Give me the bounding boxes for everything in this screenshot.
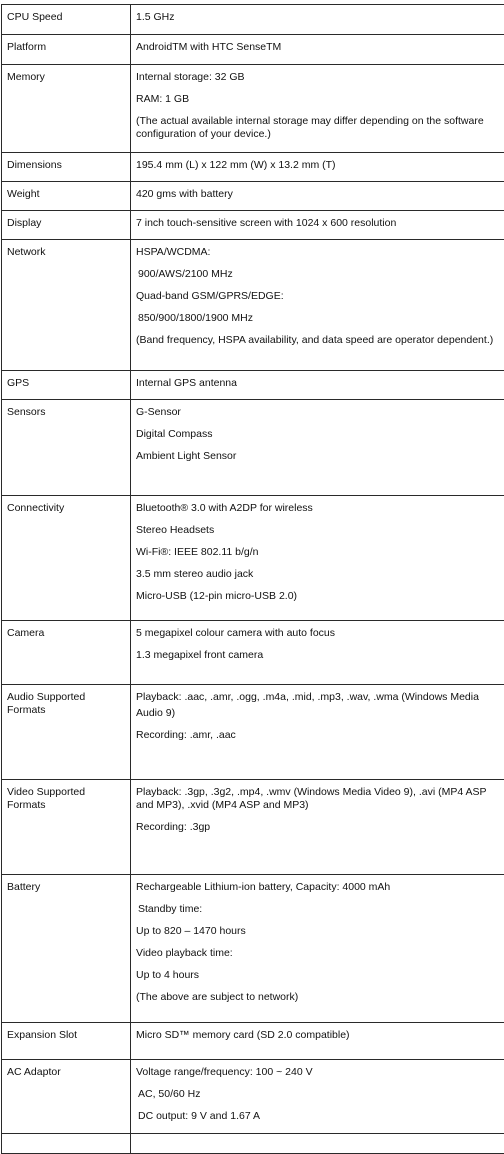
row-value [131, 780, 504, 875]
value-line: Quad-band GSM/GPRS/EDGE: [136, 290, 503, 303]
table-row-network [2, 240, 504, 371]
row-label: Dimensions [2, 153, 131, 182]
row-value [131, 400, 504, 496]
row-label: Camera [2, 621, 131, 685]
row-label: GPS [2, 371, 131, 400]
value-line: 3.5 mm stereo audio jack [136, 568, 503, 581]
table-row-dimensions [2, 153, 504, 182]
value-line: Standby time: [136, 903, 503, 916]
row-value [131, 5, 504, 35]
row-value [131, 1134, 504, 1154]
row-value [131, 371, 504, 400]
value-line: Audio 9) [136, 707, 503, 720]
value-line: 900/AWS/2100 MHz [136, 268, 503, 281]
row-value [131, 875, 504, 1023]
value-line: Internal storage: 32 GB [136, 71, 503, 84]
value-line: RAM: 1 GB [136, 93, 503, 106]
row-value [131, 65, 504, 153]
value-line: Ambient Light Sensor [136, 450, 503, 463]
value-line: Wi-Fi®: IEEE 802.11 b/g/n [136, 546, 503, 559]
spec-table [1, 4, 504, 1154]
table-row-expansion-slot [2, 1023, 504, 1060]
row-value [131, 211, 504, 240]
row-label: Sensors [2, 400, 131, 496]
table-row-empty [2, 1134, 504, 1154]
table-row-gps [2, 371, 504, 400]
row-value [131, 496, 504, 621]
row-label [2, 1134, 131, 1154]
row-label: Platform [2, 35, 131, 65]
value-line: Playback: .aac, .amr, .ogg, .m4a, .mid, .mp3, .wav, .wma (Windows Media [136, 691, 503, 704]
row-value [131, 153, 504, 182]
table-row-weight [2, 182, 504, 211]
value-line: 1.3 megapixel front camera [136, 649, 503, 662]
value-line: Stereo Headsets [136, 524, 503, 537]
spec-table-body [2, 5, 504, 1154]
table-row-cpu-speed [2, 5, 504, 35]
value-line: AC, 50/60 Hz [136, 1088, 503, 1101]
value-line: Micro SD™ memory card (SD 2.0 compatible) [136, 1029, 503, 1042]
row-label: CPU Speed [2, 5, 131, 35]
row-label: AC Adaptor [2, 1060, 131, 1134]
value-line: Micro-USB (12-pin micro-USB 2.0) [136, 590, 503, 603]
value-line: 420 gms with battery [136, 188, 503, 201]
row-label: Network [2, 240, 131, 371]
row-value [131, 1060, 504, 1134]
row-label: Audio Supported Formats [2, 685, 131, 780]
table-row-connectivity [2, 496, 504, 621]
value-line: HSPA/WCDMA: [136, 246, 503, 259]
table-row-video-formats [2, 780, 504, 875]
value-line: AndroidTM with HTC SenseTM [136, 41, 503, 54]
row-label: Connectivity [2, 496, 131, 621]
value-line: Bluetooth® 3.0 with A2DP for wireless [136, 502, 503, 515]
row-value [131, 685, 504, 780]
value-line: Rechargeable Lithium-ion battery, Capacity: 4000 mAh [136, 881, 503, 894]
row-label: Memory [2, 65, 131, 153]
row-value [131, 1023, 504, 1060]
value-line: DC output: 9 V and 1.67 A [136, 1110, 503, 1123]
value-line: (The above are subject to network) [136, 991, 503, 1004]
value-line: 850/900/1800/1900 MHz [136, 312, 503, 325]
table-row-camera [2, 621, 504, 685]
row-label: Expansion Slot [2, 1023, 131, 1060]
value-line: 1.5 GHz [136, 11, 503, 24]
table-row-sensors [2, 400, 504, 496]
value-line: 195.4 mm (L) x 122 mm (W) x 13.2 mm (T) [136, 159, 503, 172]
value-line: Recording: .amr, .aac [136, 729, 503, 742]
row-value [131, 240, 504, 371]
row-value [131, 182, 504, 211]
row-label: Video Supported Formats [2, 780, 131, 875]
row-label: Display [2, 211, 131, 240]
table-row-battery [2, 875, 504, 1023]
row-value [131, 35, 504, 65]
value-line: Video playback time: [136, 947, 503, 960]
row-label: Battery [2, 875, 131, 1023]
table-row-audio-formats [2, 685, 504, 780]
value-line: Up to 4 hours [136, 969, 503, 982]
value-line: Internal GPS antenna [136, 377, 503, 390]
value-line: 5 megapixel colour camera with auto focus [136, 627, 503, 640]
table-row-platform [2, 35, 504, 65]
value-line: Recording: .3gp [136, 821, 503, 834]
value-line: Voltage range/frequency: 100 ~ 240 V [136, 1066, 503, 1079]
value-line: Up to 820 – 1470 hours [136, 925, 503, 938]
table-row-ac-adaptor [2, 1060, 504, 1134]
value-line: 7 inch touch-sensitive screen with 1024 x 600 resolution [136, 217, 503, 230]
value-line: G-Sensor [136, 406, 503, 419]
value-line: Playback: .3gp, .3g2, .mp4, .wmv (Windows Media Video 9), .avi (MP4 ASP and MP3), .xvid (MP4 ASP and MP3) [136, 786, 503, 812]
row-label: Weight [2, 182, 131, 211]
value-line: (Band frequency, HSPA availability, and data speed are operator dependent.) [136, 334, 503, 347]
value-line: Digital Compass [136, 428, 503, 441]
table-row-memory [2, 65, 504, 153]
row-value [131, 621, 504, 685]
table-row-display [2, 211, 504, 240]
value-line: (The actual available internal storage may differ depending on the software configuration of your device.) [136, 115, 503, 141]
